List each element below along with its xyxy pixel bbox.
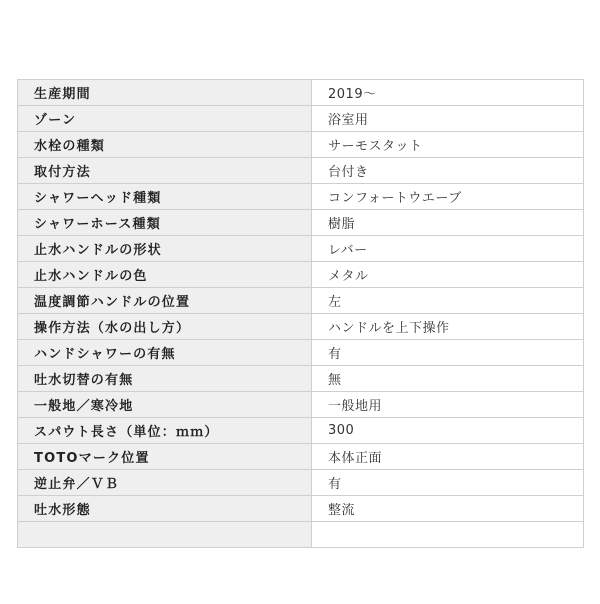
spec-label: 吐水切替の有無 (18, 366, 312, 392)
spec-table (17, 79, 584, 548)
spec-row (18, 366, 584, 392)
spec-row (18, 444, 584, 470)
spec-value: サーモスタット (312, 132, 584, 158)
spec-value: 有 (312, 340, 584, 366)
spec-row (18, 522, 584, 548)
spec-row (18, 106, 584, 132)
spec-row (18, 262, 584, 288)
spec-value: 有 (312, 470, 584, 496)
spec-label: 吐水形態 (18, 496, 312, 522)
spec-value: 整流 (312, 496, 584, 522)
spec-label: 逆止弁／ＶＢ (18, 470, 312, 496)
spec-row (18, 392, 584, 418)
spec-label: 温度調節ハンドルの位置 (18, 288, 312, 314)
spec-row (18, 340, 584, 366)
spec-row (18, 184, 584, 210)
spec-label: シャワーホース種類 (18, 210, 312, 236)
spec-label: 生産期間 (18, 80, 312, 106)
spec-value: 2019～ (312, 80, 584, 106)
spec-value: 台付き (312, 158, 584, 184)
spec-row (18, 418, 584, 444)
spec-label: スパウト長さ（単位：ｍｍ） (18, 418, 312, 444)
spec-value: ハンドルを上下操作 (312, 314, 584, 340)
spec-table-body (18, 80, 584, 548)
spec-value: 無 (312, 366, 584, 392)
spec-value: 一般地用 (312, 392, 584, 418)
spec-label: ハンドシャワーの有無 (18, 340, 312, 366)
spec-row (18, 470, 584, 496)
spec-value: コンフォートウエーブ (312, 184, 584, 210)
spec-label: 取付方法 (18, 158, 312, 184)
spec-row (18, 288, 584, 314)
spec-value: 300 (312, 418, 584, 444)
spec-value: レバー (312, 236, 584, 262)
spec-value: メタル (312, 262, 584, 288)
spec-label: 水栓の種類 (18, 132, 312, 158)
spec-value: 左 (312, 288, 584, 314)
spec-label: 止水ハンドルの色 (18, 262, 312, 288)
spec-row (18, 236, 584, 262)
spec-row (18, 314, 584, 340)
spec-label: 止水ハンドルの形状 (18, 236, 312, 262)
spec-row (18, 496, 584, 522)
spec-value: 樹脂 (312, 210, 584, 236)
spec-label (18, 522, 312, 548)
spec-row (18, 80, 584, 106)
spec-label: 一般地／寒冷地 (18, 392, 312, 418)
spec-row (18, 210, 584, 236)
spec-label: シャワーヘッド種類 (18, 184, 312, 210)
spec-label: ゾーン (18, 106, 312, 132)
spec-row (18, 158, 584, 184)
spec-value (312, 522, 584, 548)
spec-row (18, 132, 584, 158)
spec-label: TOTOマーク位置 (18, 444, 312, 470)
spec-value: 本体正面 (312, 444, 584, 470)
spec-label: 操作方法（水の出し方） (18, 314, 312, 340)
spec-value: 浴室用 (312, 106, 584, 132)
